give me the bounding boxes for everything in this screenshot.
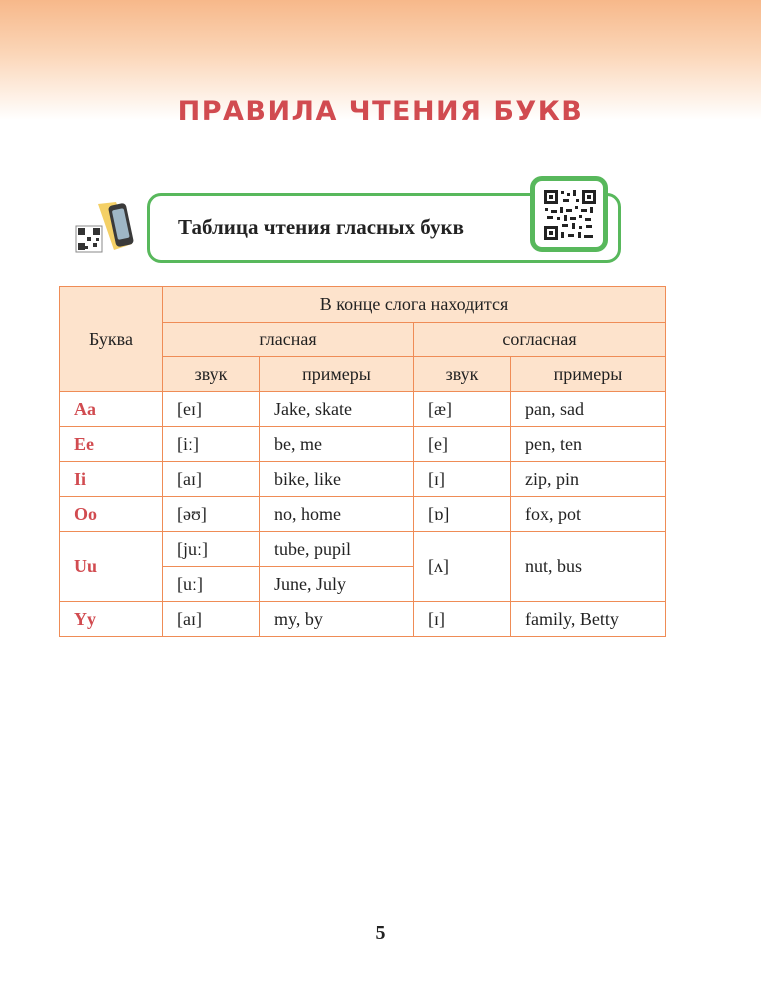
row-letter: Oo [60, 497, 163, 532]
closed-examples: family, Betty [511, 602, 666, 637]
banner-title: Таблица чтения гласных букв [178, 215, 464, 239]
header-examples: примеры [511, 357, 666, 392]
closed-examples: zip, pin [511, 462, 666, 497]
header-letter: Буква [60, 287, 163, 392]
page-title: ПРАВИЛА ЧТЕНИЯ БУКВ [177, 96, 584, 127]
row-letter: Ee [60, 427, 163, 462]
open-sound: [juː] [163, 532, 260, 567]
closed-sound: [e] [414, 427, 511, 462]
header-examples: примеры [260, 357, 414, 392]
open-sound: [uː] [163, 567, 260, 602]
open-sound: [aɪ] [163, 462, 260, 497]
qr-code-icon[interactable] [530, 176, 608, 252]
header-sound: звук [414, 357, 511, 392]
table-row [60, 497, 666, 532]
closed-examples: pan, sad [511, 392, 666, 427]
header-syllable-end: В конце слога находится [163, 287, 666, 323]
open-examples: bike, like [260, 462, 414, 497]
closed-sound: [ɪ] [414, 462, 511, 497]
row-letter: Yy [60, 602, 163, 637]
row-letter: Uu [60, 532, 163, 602]
closed-examples: pen, ten [511, 427, 666, 462]
vowel-reading-table [59, 286, 666, 637]
table-row [60, 392, 666, 427]
open-examples: tube, pupil [260, 532, 414, 567]
open-examples: Jake, skate [260, 392, 414, 427]
open-sound: [aɪ] [163, 602, 260, 637]
page-number: 5 [375, 922, 386, 944]
header-sound: звук [163, 357, 260, 392]
open-sound: [eɪ] [163, 392, 260, 427]
open-sound: [iː] [163, 427, 260, 462]
open-examples: June, July [260, 567, 414, 602]
closed-examples: fox, pot [511, 497, 666, 532]
table-row [60, 532, 666, 567]
header-consonant: согласная [414, 323, 666, 357]
phone-scan-icon [72, 200, 142, 264]
open-examples: be, me [260, 427, 414, 462]
table-row [60, 427, 666, 462]
closed-sound: [æ] [414, 392, 511, 427]
open-sound: [əʊ] [163, 497, 260, 532]
open-examples: no, home [260, 497, 414, 532]
row-letter: Aa [60, 392, 163, 427]
table-row [60, 602, 666, 637]
header-vowel: гласная [163, 323, 414, 357]
closed-sound: [ʌ] [414, 532, 511, 602]
closed-sound: [ɒ] [414, 497, 511, 532]
table-row [60, 462, 666, 497]
closed-examples: nut, bus [511, 532, 666, 602]
open-examples: my, by [260, 602, 414, 637]
closed-sound: [ɪ] [414, 602, 511, 637]
row-letter: Ii [60, 462, 163, 497]
